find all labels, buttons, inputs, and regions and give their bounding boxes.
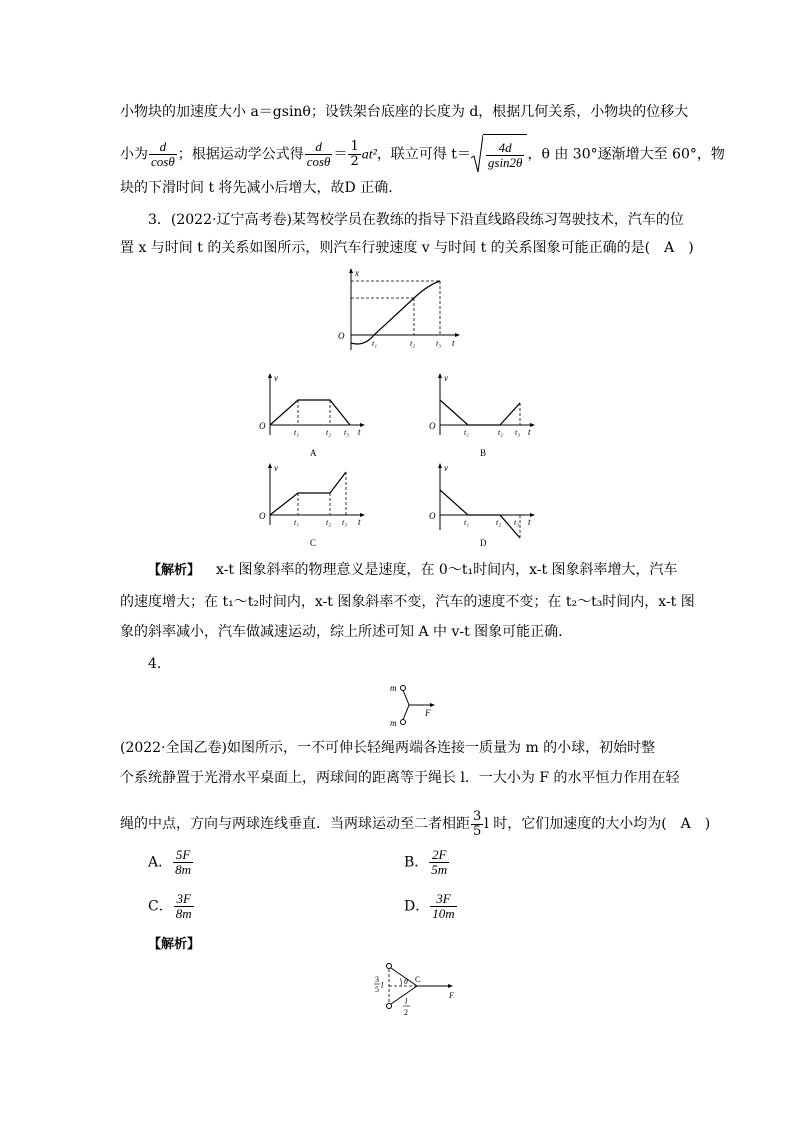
q4-number: 4． — [148, 656, 171, 672]
q4-option-d: D． $\frac{3F}{10m}$ — [404, 891, 455, 921]
tick-t1: t₁ — [372, 339, 378, 348]
tick-t2: t₂ — [410, 339, 416, 348]
svg-text:O: O — [429, 421, 436, 431]
svg-text:l: l — [381, 981, 384, 990]
option-d-label: D — [480, 538, 487, 548]
svg-text:O: O — [429, 511, 436, 521]
svg-text:O: O — [259, 421, 266, 431]
svg-text:θ: θ — [404, 977, 408, 986]
svg-text:v: v — [274, 463, 278, 473]
svg-text:l: l — [405, 997, 408, 1006]
svg-text:t₁: t₁ — [294, 428, 300, 437]
origin-label: O — [338, 331, 345, 341]
q4-option-c: C． $\frac{3F}{8m}$ — [148, 891, 192, 921]
fraction-d-cos: $\frac{d}{\cos\theta}$ — [151, 139, 175, 169]
fraction-half: $\frac{1}{2}$ — [350, 139, 359, 169]
svg-text:t: t — [358, 517, 361, 527]
svg-text:t₃: t₃ — [342, 518, 348, 527]
q3-xt-graph — [336, 265, 466, 355]
prev-line-3: 块的下滑时间 t 将先减小后增大，故D 正确. — [120, 180, 393, 196]
fraction-d-cos-2: $\frac{d}{\cos\theta}$ — [306, 139, 331, 169]
svg-text:m: m — [390, 718, 397, 728]
svg-text:t: t — [528, 517, 531, 527]
q4-stem-line-1: (2022·全国乙卷)如图所示，一不可伸长轻绳两端各连接一质量为 m 的小球，初始时整 — [120, 740, 656, 756]
svg-text:3: 3 — [375, 975, 379, 984]
analysis-tag: 【解析】 — [148, 563, 201, 578]
svg-text:t₂: t₂ — [326, 518, 332, 527]
option-c-label: C — [310, 538, 317, 548]
axis-label-x: x — [355, 268, 359, 278]
q4-rope-figure — [385, 680, 445, 730]
radical-sign — [471, 134, 483, 174]
axis-label-t: t — [452, 338, 455, 348]
svg-text:m: m — [390, 683, 397, 693]
svg-text:F: F — [449, 991, 454, 1000]
svg-text:t₁: t₁ — [464, 518, 470, 527]
svg-text:t₁: t₁ — [464, 428, 470, 437]
svg-text:t₃: t₃ — [514, 518, 520, 527]
prev-line-1: 小物块的加速度大小 a＝gsinθ；设铁架台底座的长度为 d，根据几何关系，小物块的位移大 — [120, 104, 689, 120]
q4-stem-line-2: 个系统静置于光滑水平桌面上，两球间的距离等于绳长 l．一大小为 F 的水平恒力作用在轻 — [120, 770, 680, 786]
svg-text:O: O — [259, 511, 266, 521]
svg-text:t₃: t₃ — [344, 428, 350, 437]
fraction-three-fifths: $\frac{3}{5}$ — [473, 808, 482, 839]
q3-option-c-graph — [258, 460, 373, 550]
svg-text:F: F — [425, 708, 431, 718]
q4-option-a: A． $\frac{5F}{8m}$ — [148, 847, 192, 877]
svg-text:2: 2 — [404, 1008, 408, 1017]
q3-option-d-graph — [428, 460, 543, 550]
q3-stem-line-1: 3．(2022·辽宁高考卷)某驾校学员在教练的指导下沿直线路段练习驾驶技术，汽车的位 — [148, 212, 684, 228]
svg-text:v: v — [444, 463, 448, 473]
option-b-label: B — [480, 448, 487, 458]
svg-text:t₂: t₂ — [326, 428, 332, 437]
q4-stem-line-3: 绳的中点，方向与两球连线垂直．当两球运动至二者相距 $\frac{3}{5}$ l 时，它们加速度的大小均为( A ) — [120, 808, 711, 839]
svg-text:v: v — [444, 373, 448, 383]
q4-option-b: B． $\frac{2F}{5m}$ — [404, 847, 448, 877]
q3-option-b-graph — [428, 370, 543, 460]
svg-text:t: t — [358, 427, 361, 437]
prev-line-2: 小为 $\frac{d}{\cos\theta}$ ；根据运动学公式得 $\frac{d}{\cos\theta}$ ＝ $\frac{1}{2}$ at²，联立可得 t＝ $\frac{4d}{gsin2\theta}$ ，θ 由 30°逐渐增大至 60°，物 — [120, 134, 725, 174]
q4-analysis-tag: 【解析】 — [148, 937, 201, 952]
tick-t3: t₃ — [436, 339, 442, 348]
svg-text:t: t — [528, 427, 531, 437]
q3-analysis-line-3: 象的斜率减小，汽车做减速运动，综上所述可知 A 中 v-t 图象可能正确. — [120, 624, 563, 640]
sqrt-expression: $\frac{4d}{gsin2\theta}$ — [471, 134, 528, 175]
option-a-label: A — [310, 448, 317, 458]
svg-text:t₁: t₁ — [294, 518, 300, 527]
svg-text:v: v — [274, 373, 278, 383]
q3-analysis-line-1: 【解析】 x-t 图象斜率的物理意义是速度，在 0～t₁时间内，x-t 图象斜率增大，汽车 — [148, 562, 678, 578]
q3-stem-line-2: 置 x 与时间 t 的关系如图所示，则汽车行驶速度 v 与时间 t 的关系图象可能正确的是( A ) — [120, 240, 694, 256]
svg-text:t₂: t₂ — [496, 518, 502, 527]
svg-text:t₂: t₂ — [498, 428, 504, 437]
q3-analysis-line-2: 的速度增大；在 t₁～t₂时间内，x-t 图象斜率不变，汽车的速度不变；在 t₂～t₃时间内，x-t 图 — [120, 594, 695, 610]
svg-text:5: 5 — [375, 985, 379, 994]
q4-analysis-figure — [365, 960, 465, 1020]
svg-text:t₃: t₃ — [515, 428, 521, 437]
q3-option-a-graph — [258, 370, 373, 460]
svg-text:C: C — [415, 975, 421, 984]
